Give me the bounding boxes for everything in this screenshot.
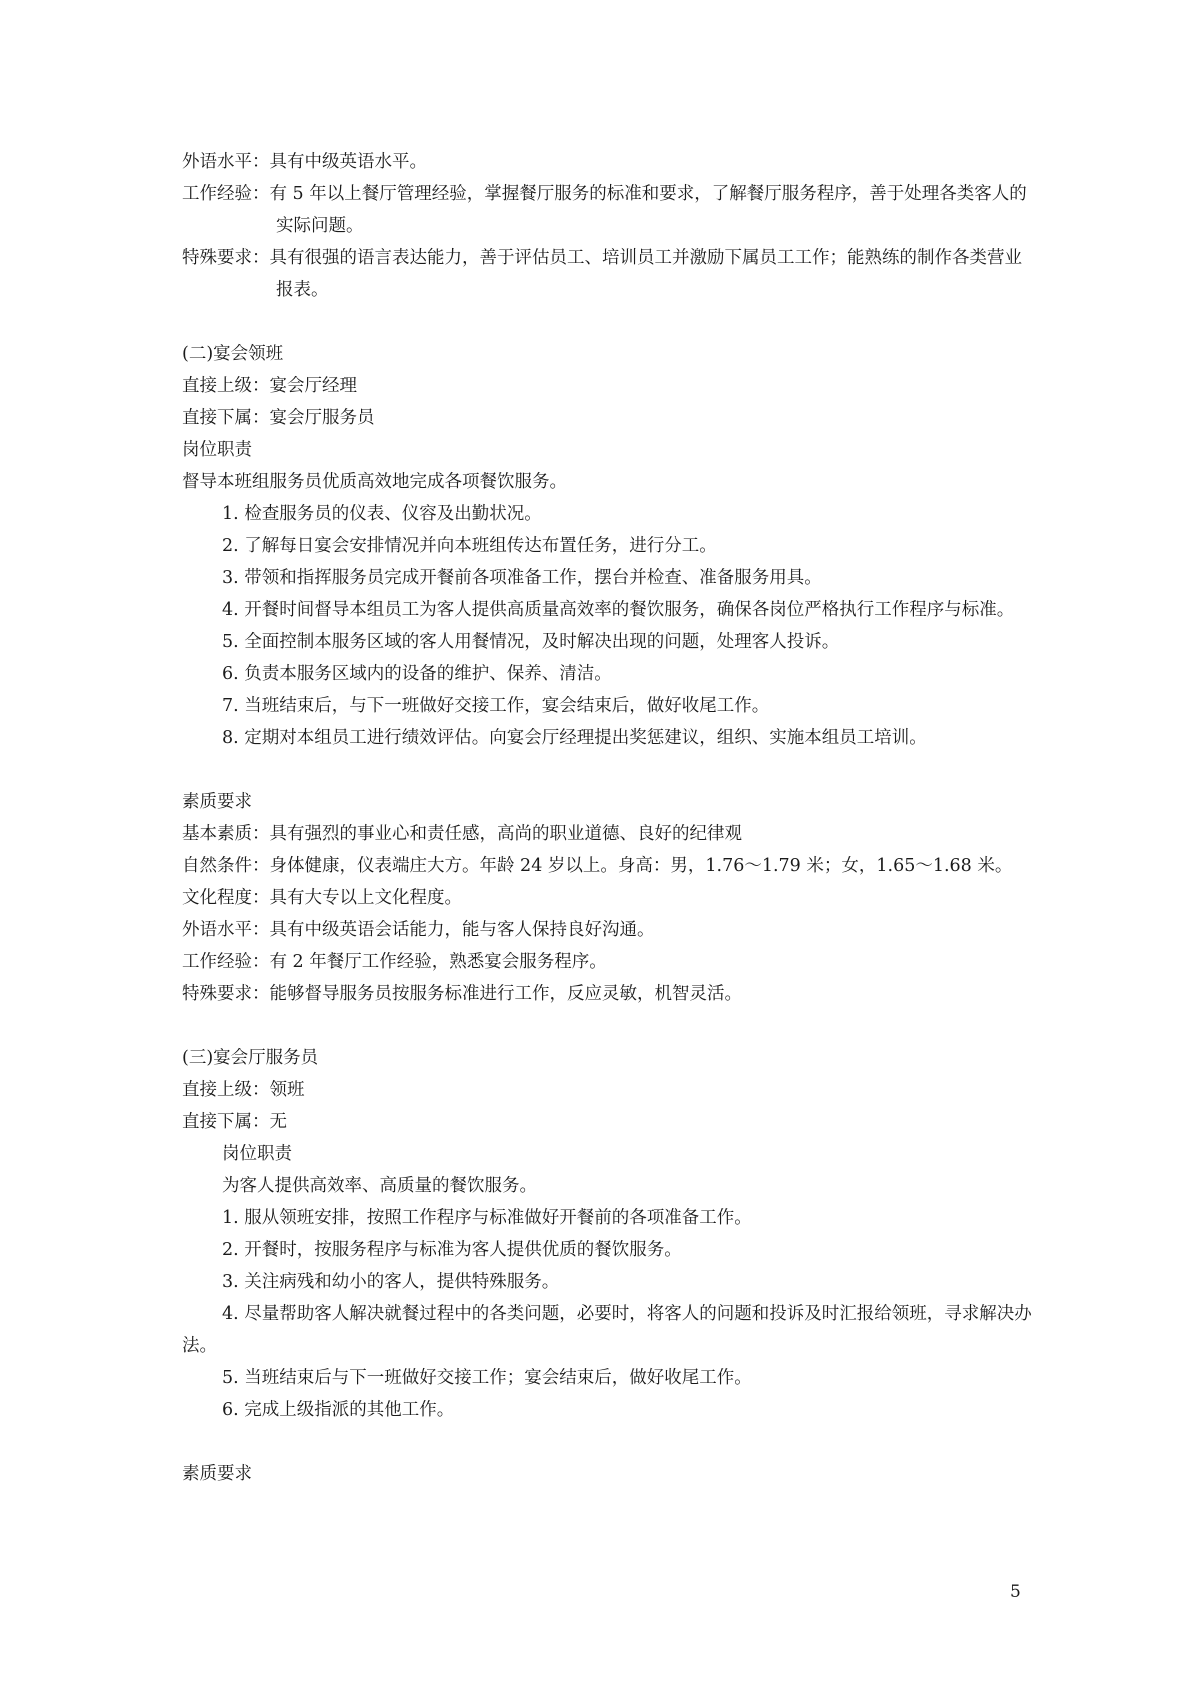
prev-foreign-language: 外语水平：具有中级英语水平。 [182,152,427,172]
section2-duty: 3. 带领和指挥服务员完成开餐前各项准备工作，摆台并检查、准备服务用具。 [222,568,822,588]
section2-duties-heading: 岗位职责 [182,440,252,460]
section3-duty: 4. 尽量帮助客人解决就餐过程中的各类问题，必要时，将客人的问题和投诉及时汇报给领班，寻求解决办法。 [182,1304,1032,1356]
section2-quality-item: 工作经验：有 2 年餐厅工作经验，熟悉宴会服务程序。 [182,952,607,972]
section2-duty: 1. 检查服务员的仪表、仪容及出勤状况。 [222,504,542,524]
section3-duty: 1. 服从领班安排，按照工作程序与标准做好开餐前的各项准备工作。 [222,1208,752,1228]
section3-superior: 直接上级：领班 [182,1080,305,1100]
section3-duty: 2. 开餐时，按服务程序与标准为客人提供优质的餐饮服务。 [222,1240,682,1260]
section2-duty: 7. 当班结束后，与下一班做好交接工作，宴会结束后，做好收尾工作。 [222,696,770,716]
section2-duty: 8. 定期对本组员工进行绩效评估。向宴会厅经理提出奖惩建议，组织、实施本组员工培训。 [222,728,927,748]
section2-duties-summary: 督导本班组服务员优质高效地完成各项餐饮服务。 [182,472,567,492]
section2-quality-item: 自然条件：身体健康，仪表端庄大方。年龄 24 岁以上。身高：男，1.76～1.79 米；女，1.65～1.68 米。 [182,856,1013,876]
section3-duty: 6. 完成上级指派的其他工作。 [222,1400,455,1420]
page-number: 5 [1010,1582,1021,1602]
section2-subordinate: 直接下属：宴会厅服务员 [182,408,375,428]
section2-superior: 直接上级：宴会厅经理 [182,376,357,396]
section2-quality-item: 特殊要求：能够督导服务员按服务标准进行工作，反应灵敏，机智灵活。 [182,984,742,1004]
section2-quality-heading: 素质要求 [182,792,252,812]
section2-duty: 2. 了解每日宴会安排情况并向本班组传达布置任务，进行分工。 [222,536,717,556]
section3-duty: 3. 关注病残和幼小的客人，提供特殊服务。 [222,1272,560,1292]
prev-work-experience: 工作经验：有 5 年以上餐厅管理经验，掌握餐厅服务的标准和要求，了解餐厅服务程序，善于处理各类客人的实际问题。 [182,184,1027,236]
section3-duty: 5. 当班结束后与下一班做好交接工作；宴会结束后，做好收尾工作。 [222,1368,752,1388]
section3-subordinate: 直接下属：无 [182,1112,287,1132]
section2-quality-item: 基本素质：具有强烈的事业心和责任感，高尚的职业道德、良好的纪律观 [182,824,742,844]
section2-title: (二)宴会领班 [182,344,284,364]
section3-duties-heading: 岗位职责 [222,1144,292,1164]
prev-special-requirements: 特殊要求：具有很强的语言表达能力，善于评估员工、培训员工并激励下属员工工作；能熟练的制作各类营业报表。 [182,248,1022,300]
section2-quality-item: 外语水平：具有中级英语会话能力，能与客人保持良好沟通。 [182,920,655,940]
section2-duty: 6. 负责本服务区域内的设备的维护、保养、清洁。 [222,664,612,684]
section3-duties-summary: 为客人提供高效率、高质量的餐饮服务。 [222,1176,537,1196]
section2-duty: 4. 开餐时间督导本组员工为客人提供高质量高效率的餐饮服务，确保各岗位严格执行工作程序与标准。 [222,600,1015,620]
section3-title: (三)宴会厅服务员 [182,1048,319,1068]
document-page [182,146,1032,1490]
section2-duty: 5. 全面控制本服务区域的客人用餐情况，及时解决出现的问题，处理客人投诉。 [222,632,840,652]
section3-quality-heading: 素质要求 [182,1464,252,1484]
section2-quality-item: 文化程度：具有大专以上文化程度。 [182,888,462,908]
